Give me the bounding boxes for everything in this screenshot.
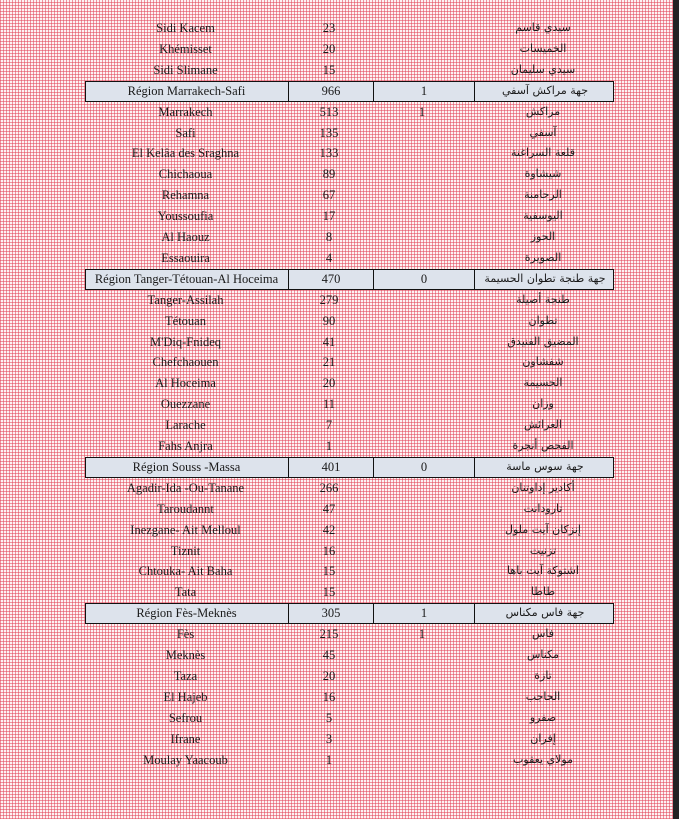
province-row bbox=[85, 561, 614, 582]
name-fr-cell: Safi bbox=[175, 125, 196, 140]
province-row bbox=[85, 436, 614, 457]
name-ar-cell: الصويرة bbox=[524, 250, 562, 264]
province-row bbox=[85, 311, 614, 332]
province-row bbox=[85, 18, 614, 39]
name-ar-cell: آسفي bbox=[529, 125, 557, 139]
name-fr-cell: Khémisset bbox=[159, 41, 212, 56]
count-cell: 45 bbox=[322, 648, 336, 663]
province-row bbox=[85, 123, 614, 144]
count-cell: 41 bbox=[322, 334, 336, 349]
name-fr-cell: Tétouan bbox=[165, 313, 206, 328]
name-ar-cell: جهة طنجة تطوان الحسيمة bbox=[474, 270, 615, 289]
count-cell: 513 bbox=[319, 104, 339, 119]
name-ar-cell: الرحامنة bbox=[524, 188, 562, 202]
name-ar-cell: المضيق الفنيدق bbox=[507, 334, 579, 348]
name-fr-cell: Larache bbox=[165, 418, 206, 433]
region-row bbox=[85, 81, 614, 102]
value-cell: 1 bbox=[373, 82, 474, 101]
value-cell: 1 bbox=[373, 604, 474, 623]
name-ar-cell: سيدي سليمان bbox=[510, 62, 576, 76]
page-right-border bbox=[673, 0, 679, 819]
count-cell: 135 bbox=[319, 125, 339, 140]
name-fr-cell: Chefchaouen bbox=[152, 355, 219, 370]
name-fr-cell: Sidi Slimane bbox=[153, 62, 218, 77]
name-ar-cell: الحاجب bbox=[525, 689, 561, 703]
name-fr-cell: Chtouka- Ait Baha bbox=[138, 564, 233, 579]
province-row bbox=[85, 750, 614, 771]
region-row bbox=[85, 269, 614, 290]
name-ar-cell: تازة bbox=[534, 669, 552, 683]
province-row bbox=[85, 687, 614, 708]
region-row bbox=[85, 603, 614, 624]
name-ar-cell: العرائش bbox=[524, 418, 562, 432]
name-fr-cell: Fahs Anjra bbox=[158, 439, 213, 454]
count-cell: 266 bbox=[319, 480, 339, 495]
name-ar-cell: وزان bbox=[532, 397, 554, 411]
name-ar-cell: اشتوكة آيت باها bbox=[507, 564, 579, 578]
province-row bbox=[85, 729, 614, 750]
count-cell: 15 bbox=[322, 585, 336, 600]
province-row bbox=[85, 102, 614, 123]
name-ar-cell: مولاي يعقوب bbox=[513, 752, 573, 766]
name-ar-cell: جهة سوس ماسة bbox=[474, 458, 615, 477]
name-fr-cell: Essaouira bbox=[161, 250, 210, 265]
name-ar-cell: مكناس bbox=[526, 648, 560, 662]
name-ar-cell: طاطا bbox=[530, 585, 556, 599]
name-ar-cell: قلعة السراغنة bbox=[511, 146, 575, 160]
name-fr-cell: Fès bbox=[176, 627, 195, 642]
province-row bbox=[85, 352, 614, 373]
province-row bbox=[85, 143, 614, 164]
name-fr-cell: El Kelâa des Sraghna bbox=[131, 146, 240, 161]
count-cell: 16 bbox=[322, 689, 336, 704]
name-ar-cell: سيدي قاسم bbox=[515, 21, 571, 34]
value-cell: 0 bbox=[373, 458, 474, 477]
name-fr-cell: Tata bbox=[174, 585, 197, 600]
province-row bbox=[85, 415, 614, 436]
count-cell: 16 bbox=[322, 543, 336, 558]
count-cell: 4 bbox=[325, 250, 333, 265]
count-cell: 8 bbox=[325, 230, 333, 245]
count-cell: 15 bbox=[322, 62, 336, 77]
province-row bbox=[85, 290, 614, 311]
name-fr-cell: Région Tanger-Tétouan-Al Hoceima bbox=[94, 271, 279, 286]
name-fr-cell: Région Fès-Meknès bbox=[136, 606, 237, 621]
name-ar-cell: إفران bbox=[530, 731, 556, 745]
name-ar-cell: اليوسفية bbox=[523, 209, 563, 223]
province-row bbox=[85, 582, 614, 603]
name-fr-cell: Chichaoua bbox=[158, 167, 213, 182]
name-fr-cell: Ifrane bbox=[170, 731, 201, 746]
count-cell: 279 bbox=[319, 292, 339, 307]
province-row bbox=[85, 227, 614, 248]
province-row bbox=[85, 499, 614, 520]
count-cell: 47 bbox=[322, 501, 336, 516]
name-ar-cell: مراكش bbox=[525, 104, 561, 118]
province-row bbox=[85, 206, 614, 227]
count-cell: 1 bbox=[325, 752, 333, 767]
name-fr-cell: Tiznit bbox=[170, 543, 201, 558]
name-fr-cell: Région Marrakech-Safi bbox=[127, 83, 246, 98]
name-ar-cell: شفشاون bbox=[522, 355, 564, 369]
count-cell: 305 bbox=[288, 604, 373, 623]
value-cell: 0 bbox=[373, 270, 474, 289]
name-fr-cell: Tanger-Assilah bbox=[147, 292, 224, 307]
name-fr-cell: M'Diq-Fnideq bbox=[149, 334, 221, 349]
province-row bbox=[85, 60, 614, 81]
name-ar-cell: شيشاوة bbox=[524, 167, 562, 181]
name-fr-cell: Sefrou bbox=[168, 710, 203, 725]
name-fr-cell: Taroudannt bbox=[157, 501, 214, 516]
province-row bbox=[85, 394, 614, 415]
count-cell: 3 bbox=[325, 731, 333, 746]
province-row bbox=[85, 708, 614, 729]
count-cell: 17 bbox=[322, 209, 336, 224]
count-cell: 42 bbox=[322, 522, 336, 537]
count-cell: 1 bbox=[325, 439, 333, 454]
count-cell: 89 bbox=[322, 167, 336, 182]
province-row bbox=[85, 478, 614, 499]
name-ar-cell: الخميسات bbox=[519, 41, 567, 55]
name-ar-cell: صفرو bbox=[529, 710, 557, 724]
province-row bbox=[85, 332, 614, 353]
province-row bbox=[85, 39, 614, 60]
name-fr-cell: Agadir-Ida -Ou-Tanane bbox=[126, 480, 245, 495]
count-cell: 133 bbox=[319, 146, 339, 161]
count-cell: 7 bbox=[325, 418, 333, 433]
count-cell: 11 bbox=[322, 397, 336, 412]
province-row bbox=[85, 373, 614, 394]
count-cell: 67 bbox=[322, 188, 336, 203]
province-row bbox=[85, 520, 614, 541]
province-row bbox=[85, 185, 614, 206]
count-cell: 966 bbox=[288, 82, 373, 101]
name-ar-cell: أكادير إداوتنان bbox=[511, 480, 575, 494]
name-fr-cell: Sidi Kacem bbox=[156, 21, 215, 35]
name-fr-cell: El Hajeb bbox=[163, 689, 208, 704]
value-cell: 1 bbox=[418, 104, 426, 119]
name-ar-cell: فاس bbox=[531, 627, 555, 641]
name-ar-cell: تزنيت bbox=[529, 543, 557, 557]
region-province-table bbox=[85, 18, 614, 771]
name-fr-cell: Al Haouz bbox=[161, 230, 210, 245]
count-cell: 90 bbox=[322, 313, 336, 328]
count-cell: 15 bbox=[322, 564, 336, 579]
name-ar-cell: تطوان bbox=[528, 313, 558, 327]
name-ar-cell: الحوز bbox=[530, 230, 556, 244]
name-fr-cell: Rehamna bbox=[161, 188, 210, 203]
province-row bbox=[85, 164, 614, 185]
province-row bbox=[85, 666, 614, 687]
count-cell: 5 bbox=[325, 710, 333, 725]
name-ar-cell: طنجة أصيلة bbox=[516, 292, 570, 306]
count-cell: 21 bbox=[322, 355, 336, 370]
province-row bbox=[85, 624, 614, 645]
province-row bbox=[85, 541, 614, 562]
name-fr-cell: Inezgane- Ait Melloul bbox=[130, 522, 241, 537]
name-ar-cell: إنزكان آيت ملول bbox=[505, 522, 581, 536]
count-cell: 20 bbox=[322, 669, 336, 684]
province-row bbox=[85, 248, 614, 269]
name-fr-cell: Youssoufia bbox=[157, 209, 214, 224]
count-cell: 470 bbox=[288, 270, 373, 289]
count-cell: 20 bbox=[322, 376, 336, 391]
name-ar-cell: جهة مراكش آسفي bbox=[474, 82, 615, 101]
province-row bbox=[85, 645, 614, 666]
region-row bbox=[85, 457, 614, 478]
name-ar-cell: تارودانت bbox=[523, 501, 563, 515]
count-cell: 215 bbox=[319, 627, 339, 642]
name-ar-cell: جهة فاس مكناس bbox=[474, 604, 615, 623]
name-fr-cell: Marrakech bbox=[158, 104, 213, 119]
count-cell: 20 bbox=[322, 41, 336, 56]
name-fr-cell: Ouezzane bbox=[160, 397, 211, 412]
name-fr-cell: Taza bbox=[173, 669, 198, 684]
name-fr-cell: Région Souss -Massa bbox=[132, 459, 241, 474]
count-cell: 23 bbox=[322, 21, 336, 35]
value-cell: 1 bbox=[418, 627, 426, 642]
count-cell: 401 bbox=[288, 458, 373, 477]
name-fr-cell: Meknès bbox=[165, 648, 206, 663]
name-ar-cell: الفحص أنجرة bbox=[512, 439, 574, 453]
name-ar-cell: الحسيمة bbox=[523, 376, 563, 390]
name-fr-cell: Al Hoceima bbox=[155, 376, 216, 391]
name-fr-cell: Moulay Yaacoub bbox=[143, 752, 228, 767]
